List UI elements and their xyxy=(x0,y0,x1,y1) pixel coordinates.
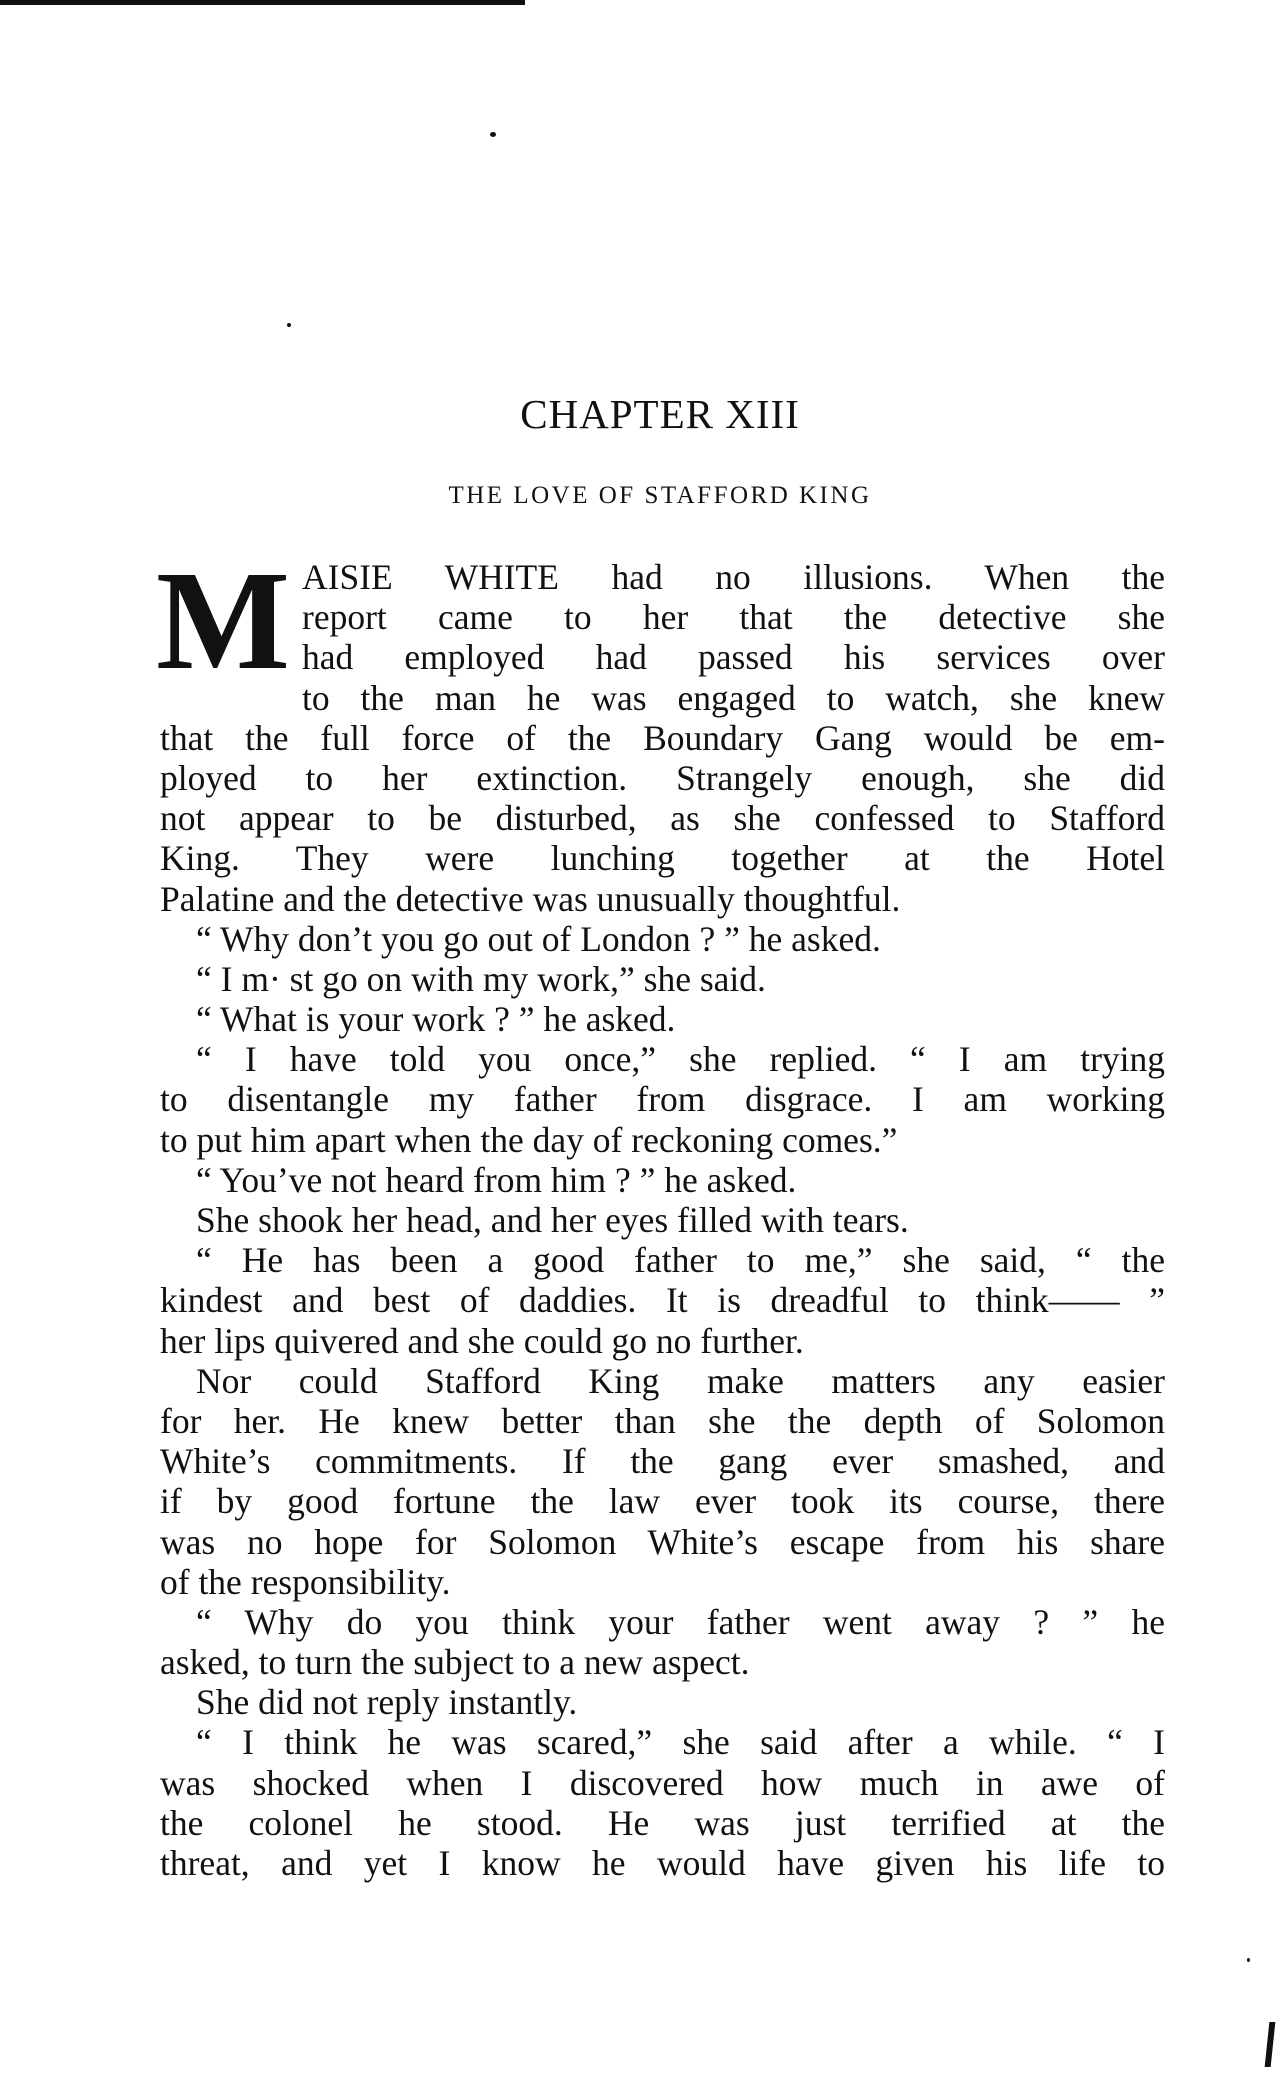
drop-cap: M xyxy=(156,541,291,699)
text-line: She did not reply instantly. xyxy=(196,1682,578,1723)
text-line: White’s commitments. If the gang ever smashed, and xyxy=(160,1441,1165,1482)
text-line: to disentangle my father from disgrace. I am working xyxy=(160,1079,1165,1120)
text-line: “ I m· st go on with my work,” she said. xyxy=(196,958,766,999)
text-line: Palatine and the detective was unusually thoughtful. xyxy=(160,878,901,919)
text-line: was no hope for Solomon White’s escape from his share xyxy=(160,1521,1165,1562)
text-line: not appear to be disturbed, as she confessed to Stafford xyxy=(160,798,1165,839)
text-line: report came to her that the detective she xyxy=(302,597,1165,638)
text-line: asked, to turn the subject to a new aspect. xyxy=(160,1642,750,1683)
text-line: to the man he was engaged to watch, she knew xyxy=(302,677,1165,718)
text-line: “ You’ve not heard from him ? ” he asked. xyxy=(196,1159,797,1200)
text-line: the colonel he stood. He was just terrified at the xyxy=(160,1802,1165,1843)
text-line: “ Why don’t you go out of London ? ” he asked. xyxy=(196,918,881,959)
text-line: had employed had passed his services over xyxy=(302,637,1165,678)
text-line: of the responsibility. xyxy=(160,1561,451,1602)
text-line: was shocked when I discovered how much in awe of xyxy=(160,1762,1165,1803)
text-line: “ I think he was scared,” she said after a while. “ I xyxy=(196,1722,1165,1763)
text-line: threat, and yet I know he would have given his life to xyxy=(160,1843,1165,1883)
text-line: for her. He knew better than she the depth of Solomon xyxy=(160,1400,1165,1441)
body-text xyxy=(156,541,1165,1883)
page-edge-mark xyxy=(1265,2022,1276,2067)
ink-speck xyxy=(287,323,291,327)
text-line: “ He has been a good father to me,” she said, “ the xyxy=(196,1240,1165,1281)
text-line: “ What is your work ? ” he asked. xyxy=(196,999,676,1040)
text-line: “ I have told you once,” she replied. “ I am trying xyxy=(196,1039,1165,1080)
ink-speck xyxy=(1247,1958,1250,1962)
text-line: to put him apart when the day of reckoning comes.” xyxy=(160,1119,898,1160)
text-line: King. They were lunching together at the Hotel xyxy=(160,838,1165,879)
text-line: Nor could Stafford King make matters any easier xyxy=(196,1360,1165,1401)
text-line: kindest and best of daddies. It is dreadful to think—— ” xyxy=(160,1280,1165,1321)
top-rule xyxy=(0,0,525,5)
text-line: She shook her head, and her eyes filled with tears. xyxy=(196,1200,909,1240)
chapter-title: THE LOVE OF STAFFORD KING xyxy=(448,482,872,509)
chapter-number: CHAPTER XIII xyxy=(520,391,800,437)
text-line: ployed to her extinction. Strangely enough, she did xyxy=(160,757,1165,798)
text-line: AISIE WHITE had no illusions. When the xyxy=(302,557,1165,597)
ink-speck xyxy=(490,132,496,137)
text-line: her lips quivered and she could go no further. xyxy=(160,1320,804,1361)
text-line: if by good fortune the law ever took its course, there xyxy=(160,1481,1165,1522)
text-line: “ Why do you think your father went away ? ” he xyxy=(196,1601,1165,1642)
text-line: that the full force of the Boundary Gang would be em- xyxy=(160,717,1165,758)
